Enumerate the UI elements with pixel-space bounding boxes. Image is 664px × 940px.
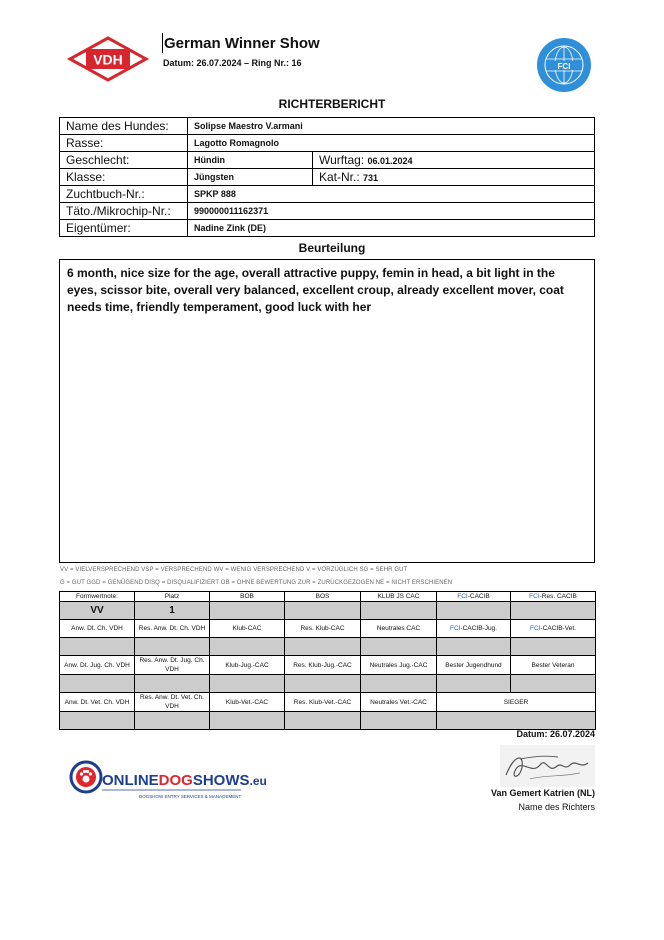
value-class: Jüngsten [188, 169, 313, 186]
report-date: Datum: 26.07.2024 [516, 729, 595, 739]
fci-prefix: FCI [457, 593, 468, 600]
label-studbook: Zuchtbuch-Nr.: [60, 186, 188, 203]
empty-cell [60, 638, 135, 656]
header-fci-res-cacib [511, 592, 596, 602]
empty-cell [285, 712, 361, 730]
cacib-vet-suffix: -CACIB-Vet. [540, 625, 576, 632]
fci-prefix: FCI [450, 625, 461, 632]
svg-text:ONLINEDOGSHOWS.eu [102, 772, 267, 789]
label-bester-jugendhund: Bester Jugendhund [437, 656, 511, 675]
fci-logo [536, 37, 592, 93]
empty-cell [361, 675, 437, 693]
label-microchip: Täto./Mikrochip-Nr.: [60, 203, 188, 220]
label-owner: Eigentümer: [60, 220, 188, 237]
value-owner: Nadine Zink (DE) [188, 220, 595, 237]
logo-eu: .eu [249, 774, 267, 788]
label-sieger: SIEGER [437, 693, 596, 712]
empty-cell [135, 675, 210, 693]
show-title: German Winner Show [164, 35, 320, 52]
empty-cell [60, 675, 135, 693]
empty-cell [210, 675, 285, 693]
awards-header-row [60, 592, 596, 602]
label-res-anw-dt-jug: Res. Anw. Dt. Jug. Ch. VDH [135, 656, 210, 675]
value-litter-date: 06.01.2024 [367, 156, 413, 166]
label-res-klub-jug-cac: Res. Klub-Jug.-CAC [285, 656, 361, 675]
empty-cell [361, 712, 437, 730]
info-row-chip [60, 203, 595, 220]
legend-line-2: G = GUT GGD = GENÜGEND DISQ = DISQUALIFIZIERT OB = OHNE BEWERTUNG ZUR = ZURÜCKGEZOGEN NE = NICHT ERSCHIENEN [60, 580, 453, 586]
litter-date-cell [313, 152, 595, 169]
info-row-class [60, 169, 595, 186]
logo-tagline: DOGSHOW ENTRY SERVICES & MANAGEMENT [139, 794, 242, 799]
awards-gray-row-2 [60, 675, 596, 693]
label-bester-veteran: Bester Veteran [511, 656, 596, 675]
label-anw-dt-vet: Anw. Dt. Vet. Ch. VDH [60, 693, 135, 712]
label-dog-name: Name des Hundes: [60, 118, 188, 135]
catalog-number-cell [313, 169, 595, 186]
empty-cell [285, 675, 361, 693]
empty-cell [135, 712, 210, 730]
label-sex: Geschlecht: [60, 152, 188, 169]
value-dog-name: Solipse Maestro V.armani [188, 118, 595, 135]
empty-cell [361, 638, 437, 656]
empty-cell [210, 712, 285, 730]
value-microchip: 990000011162371 [188, 203, 595, 220]
judge-label: Name des Richters [518, 802, 595, 812]
info-row-owner [60, 220, 595, 237]
label-fci-cacib-jug [437, 620, 511, 638]
paw-icon [83, 776, 90, 783]
value-studbook: SPKP 888 [188, 186, 595, 203]
awards-value-row [60, 602, 596, 620]
value-fci-res-cacib [511, 602, 596, 620]
awards-table [59, 591, 596, 730]
empty-cell [437, 712, 596, 730]
info-row-sex [60, 152, 595, 169]
cacib-suffix: -CACIB [467, 593, 490, 600]
empty-cell [437, 675, 511, 693]
awards-label-row-2 [60, 656, 596, 675]
judge-signature [500, 745, 595, 787]
label-klub-jug-cac: Klub-Jug.-CAC [210, 656, 285, 675]
label-res-klub-vet-cac: Res. Klub-Vet.-CAC [285, 693, 361, 712]
empty-cell [437, 638, 511, 656]
label-res-anw-dt-ch: Res. Anw. Dt. Ch. VDH [135, 620, 210, 638]
label-catalog-number: Kat-Nr.: [319, 170, 360, 184]
label-anw-dt-ch: Anw. Dt. Ch. VDH [60, 620, 135, 638]
header-bos: BOS [285, 592, 361, 602]
label-fci-cacib-vet [511, 620, 596, 638]
vdh-logo [68, 36, 148, 82]
fci-prefix: FCI [530, 625, 541, 632]
fci-prefix: FCI [529, 593, 540, 600]
value-catalog-number: 731 [363, 173, 379, 183]
header-fci-cacib [437, 592, 511, 602]
label-litter-date: Wurftag: [319, 153, 365, 167]
onlinedogshows-logo [69, 758, 267, 802]
info-row-breed [60, 135, 595, 152]
empty-cell [511, 638, 596, 656]
label-neutrales-jug-cac: Neutrales Jug.-CAC [361, 656, 437, 675]
value-sex: Hündin [188, 152, 313, 169]
value-formwertnote: VV [60, 602, 135, 620]
awards-gray-row-3 [60, 712, 596, 730]
label-res-anw-dt-vet: Res. Anw. Dt. Vet. Ch. VDH [135, 693, 210, 712]
empty-cell [511, 675, 596, 693]
awards-label-row-3 [60, 693, 596, 712]
assessment-text: 6 month, nice size for the age, overall attractive puppy, femin in head, a bit light in the eyes, scissor bite, overall very balanced, excellent croup, already excellent mover, coat needs time, friendly temperament, good luck with her [59, 259, 595, 563]
judge-name: Van Gemert Katrien (NL) [490, 788, 595, 798]
value-platz: 1 [135, 602, 210, 620]
cacib-jug-suffix: -CACIB-Jug. [460, 625, 497, 632]
empty-cell [210, 638, 285, 656]
vdh-logo-text: VDH [93, 51, 123, 68]
label-neutrales-vet-cac: Neutrales Vet.-CAC [361, 693, 437, 712]
header-klub-js-cac: KLUB JS CAC [361, 592, 437, 602]
awards-gray-row-1 [60, 638, 596, 656]
fci-logo-text: FCI [557, 62, 571, 71]
value-breed: Lagotto Romagnolo [188, 135, 595, 152]
empty-cell [135, 638, 210, 656]
info-row-name [60, 118, 595, 135]
header-platz: Platz [135, 592, 210, 602]
text-cursor [162, 33, 163, 53]
label-klub-cac: Klub-CAC [210, 620, 285, 638]
header-bob: BOB [210, 592, 285, 602]
label-class: Klasse: [60, 169, 188, 186]
logo-shows: SHOWS [192, 772, 250, 789]
empty-cell [60, 712, 135, 730]
value-fci-cacib [437, 602, 511, 620]
legend-line-1: VV = VIELVERSPRECHEND VSP = VERSPRECHEND WV = WENIG VERSPRECHEND V = VORZÜGLICH SG = SEHR GUT [60, 567, 408, 573]
awards-label-row-1 [60, 620, 596, 638]
label-breed: Rasse: [60, 135, 188, 152]
res-cacib-suffix: -Res. CACIB [539, 593, 577, 600]
report-title: RICHTERBERICHT [278, 97, 386, 111]
logo-online: ONLINE [102, 772, 159, 789]
value-bos [285, 602, 361, 620]
show-date-ring: Datum: 26.07.2024 – Ring Nr.: 16 [163, 58, 302, 68]
value-klub-js-cac [361, 602, 437, 620]
logo-dog: DOG [158, 772, 193, 789]
label-res-klub-cac: Res. Klub-CAC [285, 620, 361, 638]
assessment-heading: Beurteilung [298, 241, 366, 255]
info-row-studbook [60, 186, 595, 203]
label-neutrales-cac: Neutrales CAC [361, 620, 437, 638]
label-anw-dt-jug: Anw. Dt. Jug. Ch. VDH [60, 656, 135, 675]
empty-cell [285, 638, 361, 656]
header-formwertnote: Formwertnote: [60, 592, 135, 602]
label-klub-vet-cac: Klub-Vet.-CAC [210, 693, 285, 712]
value-bob [210, 602, 285, 620]
dog-info-table [59, 117, 595, 237]
